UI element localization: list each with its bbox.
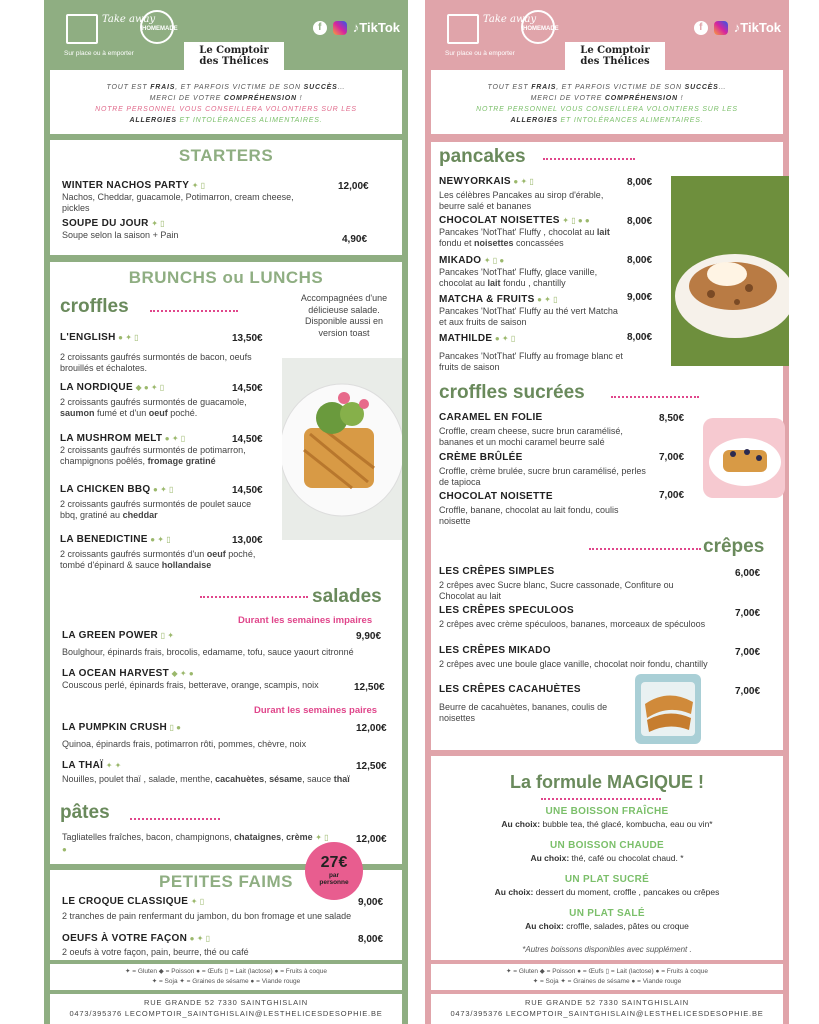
price: 9,00€ — [627, 292, 653, 303]
croffles-sucrees-title: croffles sucrées — [439, 382, 585, 403]
menu-item: CHOCOLAT NOISETTE Croffle, banane, chocolat au lait fondu, coulis noisette — [439, 491, 619, 526]
take-away-label: Take away — [102, 14, 156, 25]
price: 7,00€ — [735, 608, 761, 619]
formule-section — [431, 756, 783, 960]
brunchs-section — [50, 262, 402, 864]
instagram-icon[interactable] — [714, 21, 728, 35]
croffle-sucree-photo — [703, 418, 785, 498]
brand-line1: Le Comptoir — [580, 45, 650, 56]
logo — [443, 10, 559, 62]
formule-sweet: UN PLAT SUCRÉ Au choix: dessert du moment, croffle , pancakes ou crêpes — [494, 874, 720, 897]
price: 12,00€ — [356, 723, 387, 734]
wave-decoration — [541, 794, 661, 800]
menu-item: CARAMEL EN FOLIE Croffle, cream cheese, sucre brun caramélisé, bananes et un mochi caramel beurre salé — [439, 412, 623, 447]
price: 9,90€ — [356, 631, 382, 642]
social-links — [694, 20, 781, 35]
footer-contact — [431, 994, 783, 1024]
facebook-icon[interactable]: f — [694, 21, 708, 35]
wave-decoration — [589, 544, 701, 550]
menu-item: LA CHICKEN BBQ ● ✦ ▯ 2 croissants gaufrés surmontés de poulet sauce bbq, gratiné au cheddar — [60, 484, 252, 520]
price: 8,00€ — [627, 255, 653, 266]
menu-item: MATHILDE ● ✦ ▯ Pancakes 'NotThat' Fluffy au fromage blanc et fruits de saison — [439, 333, 623, 372]
homemade-seal: HOMEMADE — [521, 10, 555, 44]
tiktok-link[interactable]: ♪TikTok — [352, 20, 400, 35]
price: 7,00€ — [735, 647, 761, 658]
pancakes-illustration — [671, 176, 789, 366]
notice-allergy: NOTRE PERSONNEL VOUS CONSEILLERA VOLONTIERS SUR LES — [476, 106, 738, 113]
menu-item: L'ENGLISH ● ✦ ▯ 2 croissants gaufrés surmontés de bacon, oeufs brouillés et échalotes. — [60, 332, 252, 373]
pancakes-photo — [671, 176, 789, 366]
menu-item: CHOCOLAT NOISETTES ✦ ▯ ● ● Pancakes 'NotThat' Fluffy , chocolat au lait fondu et noisettes concassées — [439, 215, 610, 248]
menu-item: LES CRÊPES SPECULOOS 2 crêpes avec crème spéculoos, bananes, morceaux de spéculoos — [439, 605, 706, 629]
place-label: Sur place ou à emporter — [64, 50, 134, 57]
formule-savory: UN PLAT SALÉ Au choix: croffle, salades, pâtes ou croque — [525, 908, 689, 931]
badge-sub: par personne — [319, 872, 349, 886]
price: 6,00€ — [735, 568, 761, 579]
homemade-seal: HOMEMADE — [140, 10, 174, 44]
crepes-title: crêpes — [703, 536, 765, 557]
price: 14,50€ — [232, 383, 263, 394]
menu-item: NEWYORKAIS ● ✦ ▯ Les célèbres Pancakes au sirop d'érable, beurre salé et bananes — [439, 176, 604, 211]
pates-title: pâtes — [60, 802, 110, 823]
brunch-title: BRUNCHS ou LUNCHS — [128, 268, 324, 287]
menu-item: LA NORDIQUE ◆ ● ✦ ▯ 2 croissants gaufrés surmontés de guacamole, saumon fumé et d'un oeuf poché. — [60, 382, 247, 418]
petites-faims-title: PETITES FAIMS — [158, 872, 294, 891]
starters-title: STARTERS — [178, 146, 274, 165]
price: 8,00€ — [627, 332, 653, 343]
salades-title: salades — [312, 586, 382, 607]
menu-item: LA MUSHROM MELT ● ✦ ▯ 2 croissants gaufrés surmontés de potimarron, champignons poêlés, fromage gratiné — [60, 433, 246, 466]
desk-icon — [66, 14, 98, 44]
price: 9,00€ — [358, 897, 384, 908]
price: 12,00€ — [356, 834, 387, 845]
tiktok-label: TikTok — [359, 20, 400, 35]
facebook-icon[interactable]: f — [313, 21, 327, 35]
place-label: Sur place ou à emporter — [445, 50, 515, 57]
wave-decoration — [150, 306, 238, 312]
footer-contact — [50, 994, 402, 1024]
brand-line2: des Thélices — [199, 56, 269, 67]
menu-item: LES CRÊPES SIMPLES 2 crêpes avec Sucre blanc, Sucre cassonade, Confiture ou Chocolat au lait — [439, 566, 674, 601]
contact-email[interactable]: 0473/395376 LECOMPTOIR_SAINTGHISLAIN@LESTHELICESDESOPHIE.BE — [69, 1009, 383, 1018]
contact-email[interactable]: 0473/395376 LECOMPTOIR_SAINTGHISLAIN@LESTHELICESDESOPHIE.BE — [450, 1009, 764, 1018]
price: 8,00€ — [627, 177, 653, 188]
menu-item: LA GREEN POWER ▯ ✦ Boulghour, épinards frais, brocolis, edamame, tofu, sauce yaourt citronné — [62, 630, 354, 657]
menu-item: LA OCEAN HARVEST ◆ ✦ ● Couscous perlé, épinards frais, betterave, orange, scampis, noix — [62, 668, 319, 690]
price-badge — [305, 842, 363, 900]
desk-icon — [447, 14, 479, 44]
menu-item: WINTER NACHOS PARTY ✦ ▯ Nachos, Cheddar, guacamole, Potimarron, cream cheese, pickles — [62, 180, 294, 213]
crepes-illustration — [635, 674, 701, 744]
menu-item: LES CRÊPES CACAHUÈTES Beurre de cacahuètes, bananes, coulis de noisettes — [439, 684, 608, 723]
price: 12,50€ — [354, 682, 385, 693]
price: 7,00€ — [735, 686, 761, 697]
price: 14,50€ — [232, 434, 263, 445]
social-links — [313, 20, 400, 35]
menu-item: CRÈME BRÛLÉE Croffle, crème brulée, sucre brun caramélisé, perles de tapioca — [439, 452, 646, 487]
menu-item: MATCHA & FRUITS ● ✦ ▯ Pancakes 'NotThat' Fluffy au thé vert Matcha et aux fruits de saison — [439, 294, 618, 327]
croffle-photo — [282, 358, 402, 540]
croffle-plate-illustration — [282, 358, 402, 540]
formule-drink-cold: UNE BOISSON FRAÎCHE Au choix: bubble tea, thé glacé, kombucha, eau ou vin* — [501, 806, 713, 829]
formule-drink-hot: UN BOISSON CHAUDE Au choix: thé, café ou chocolat chaud. * — [530, 840, 684, 863]
menu-item: SOUPE DU JOUR ✦ ▯ Soupe selon la saison + Pain — [62, 218, 179, 240]
price: 14,50€ — [232, 485, 263, 496]
formule-title: La formule MAGIQUE ! — [509, 772, 704, 792]
wave-decoration — [130, 814, 220, 820]
allergen-legend: ✦ = Gluten ◆ = Poisson ● = Œufs ▯ = Lait (lactose) ● = Fruits à coque ✦ = Soja ✦ = Graines de sésame ● = Viande rouge — [50, 964, 402, 990]
tiktok-link[interactable]: ♪TikTok — [733, 20, 781, 35]
brand-name — [565, 42, 665, 72]
price: 8,00€ — [627, 216, 653, 227]
menu-item: LES CRÊPES MIKADO 2 crêpes avec une boule glace vanille, chocolat noir fondu, chantilly — [439, 645, 708, 669]
menu-item: LA THAÏ ✦ ✦ Nouilles, poulet thaï , salade, menthe, cacahuètes, sésame, sauce thaï — [62, 760, 350, 784]
crepes-photo — [635, 674, 701, 744]
badge-price: 27€ — [320, 854, 348, 871]
even-weeks-label: Durant les semaines paires — [254, 705, 378, 716]
menu-item: LA BENEDICTINE ● ✦ ▯ 2 croissants gaufrés surmontés d'un oeuf poché, tombé d'épinard & sauce hollandaise — [60, 534, 256, 570]
menu-item: MIKADO ✦ ▯ ● Pancakes 'NotThat' Fluffy, glace vanille, chocolat au lait fondu , chantilly — [439, 255, 598, 288]
croffle-sucree-illustration — [703, 418, 785, 498]
notice-box: TOUT EST FRAIS, ET PARFOIS VICTIME DE SON SUCCÈS… MERCI DE VOTRE COMPRÉHENSION ! NOTRE PERSONNEL VOUS CONSEILLERA VOLONTIERS SUR LES ALLERGIES ET INTOLÉRANCES ALIMENTAIRES. — [431, 70, 783, 134]
price: 7,00€ — [659, 490, 685, 501]
croffles-title: croffles — [60, 296, 129, 317]
price: 13,50€ — [232, 333, 263, 344]
address: RUE GRANDE 52 7330 SAINTGHISLAIN — [525, 998, 689, 1007]
odd-weeks-label: Durant les semaines impaires — [238, 615, 373, 626]
croffles-note: Accompagnées d'une délicieuse salade. Disponible aussi en version toast — [300, 293, 388, 338]
menu-page-right — [425, 0, 789, 1024]
menu-item: OEUFS À VOTRE FAÇON ● ✦ ▯ 2 oeufs à votre façon, pain, beurre, thé ou café — [62, 933, 249, 957]
logo — [62, 10, 178, 62]
brand-line1: Le Comptoir — [199, 45, 269, 56]
price: 12,50€ — [356, 761, 387, 772]
price: 4,90€ — [342, 234, 368, 245]
brand-line2: des Thélices — [580, 56, 650, 67]
price: 8,00€ — [358, 934, 384, 945]
allergen-legend: ✦ = Gluten ◆ = Poisson ● = Œufs ▯ = Lait (lactose) ● = Fruits à coque ✦ = Soja ✦ = Graines de sésame ● = Viande rouge — [431, 964, 783, 990]
menu-item: LE CROQUE CLASSIQUE ✦ ▯ 2 tranches de pain renfermant du jambon, du bon fromage et une salade — [62, 896, 352, 921]
notice-allergy: NOTRE PERSONNEL VOUS CONSEILLERA VOLONTIERS SUR LES — [95, 106, 357, 113]
wave-decoration — [200, 592, 308, 598]
instagram-icon[interactable] — [333, 21, 347, 35]
starters-section — [50, 140, 402, 255]
formule-note: *Autres boissons disponibles avec supplément . — [522, 945, 692, 954]
tiktok-label: TikTok — [740, 20, 781, 35]
address: RUE GRANDE 52 7330 SAINTGHISLAIN — [144, 998, 308, 1007]
sweet-section — [431, 142, 783, 750]
brand-name — [184, 42, 284, 72]
menu-item: LA PUMPKIN CRUSH ▯ ● Quinoa, épinards frais, potimarron rôti, pommes, chèvre, noix — [62, 722, 307, 749]
pancakes-title: pancakes — [439, 146, 526, 167]
price: 7,00€ — [659, 452, 685, 463]
price: 12,00€ — [338, 181, 369, 192]
wave-decoration — [611, 392, 699, 398]
price: 8,50€ — [659, 413, 685, 424]
notice-box: TOUT EST FRAIS, ET PARFOIS VICTIME DE SON SUCCÈS… MERCI DE VOTRE COMPRÉHENSION ! NOTRE PERSONNEL VOUS CONSEILLERA VOLONTIERS SUR LES ALLERGIES ET INTOLÉRANCES ALIMENTAIRES. — [50, 70, 402, 134]
wave-decoration — [543, 154, 635, 160]
menu-item: Tagliatelles fraîches, bacon, champignons, chataignes, crème ✦ ▯ ● — [62, 832, 329, 854]
take-away-label: Take away — [483, 14, 537, 25]
price: 13,00€ — [232, 535, 263, 546]
